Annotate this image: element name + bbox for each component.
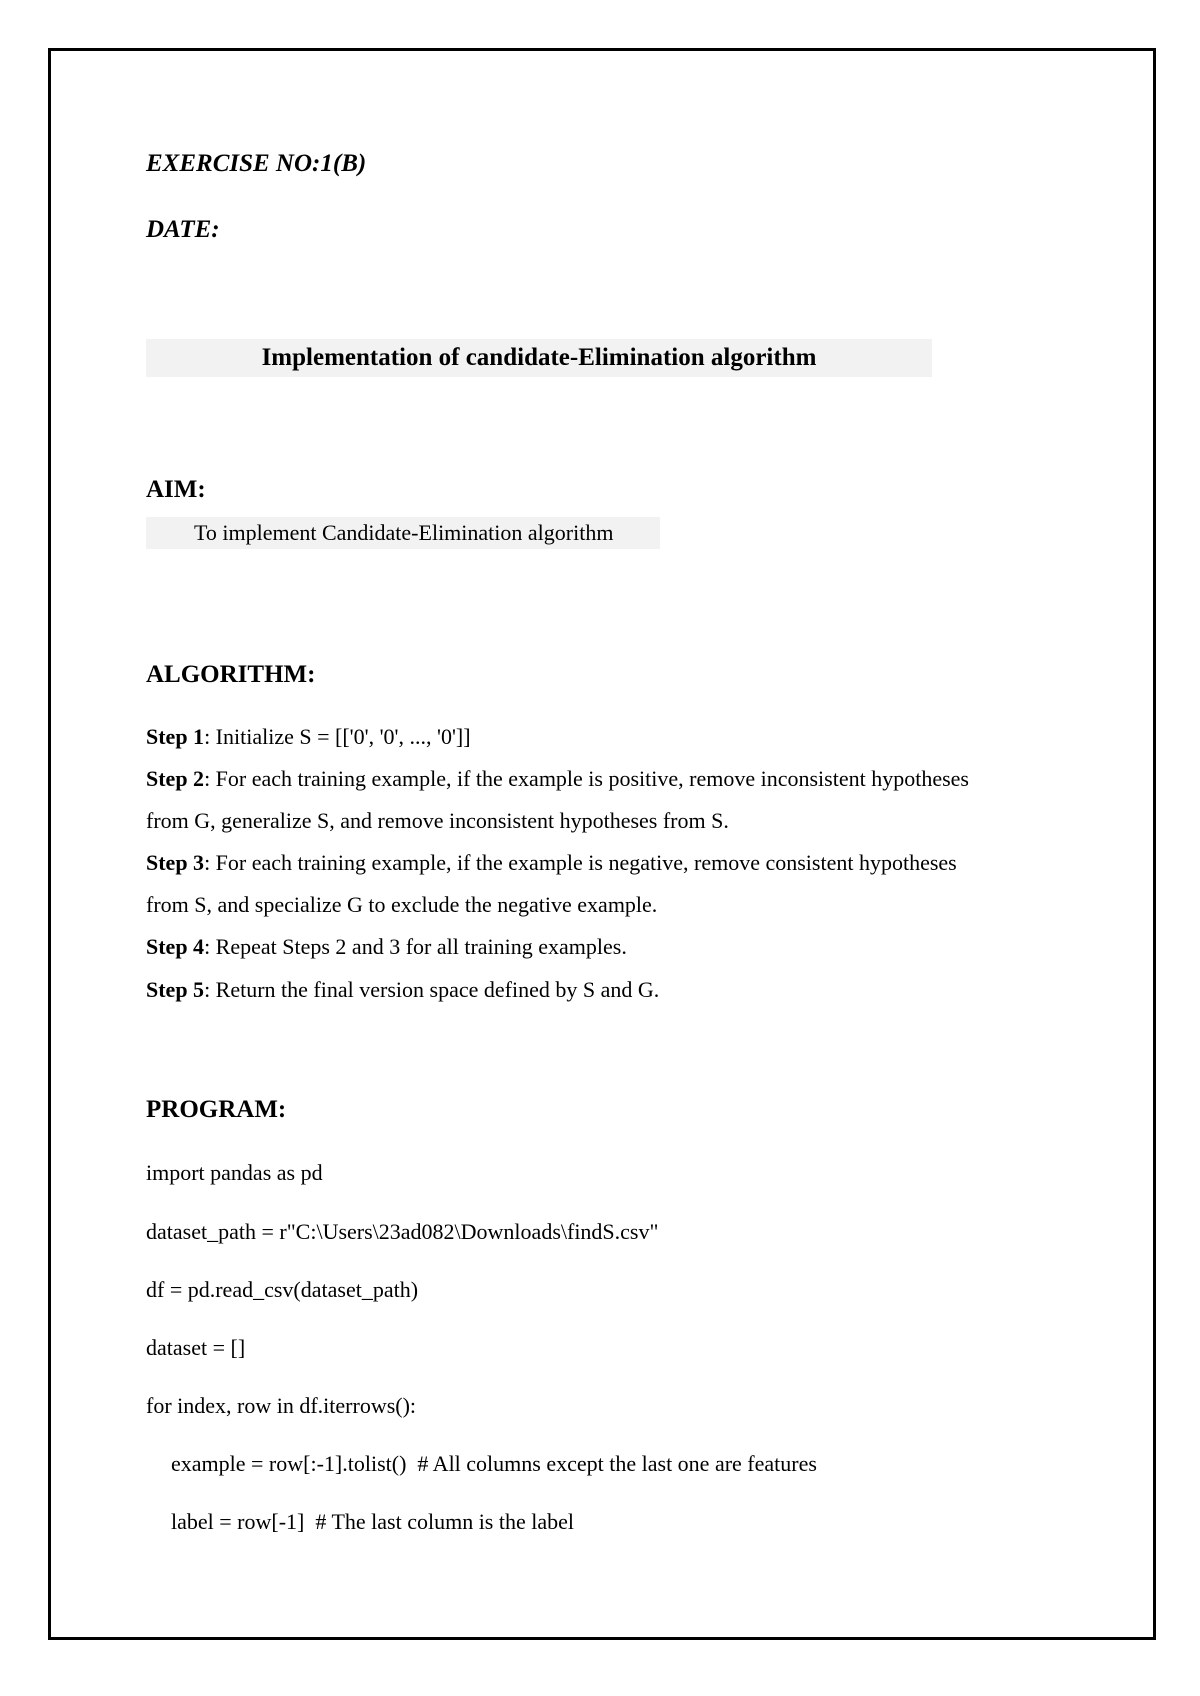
- step-text: : For each training example, if the example is positive, remove inconsistent hypotheses: [204, 766, 969, 791]
- algorithm-step-continuation: [146, 891, 657, 919]
- step-label: Step 1: [146, 724, 205, 749]
- program-heading: PROGRAM:: [146, 1096, 287, 1123]
- step-text: : For each training example, if the example is negative, remove consistent hypotheses: [204, 850, 957, 875]
- code-line: label = row[-1] # The last column is the label: [171, 1509, 575, 1534]
- algorithm-heading: ALGORITHM:: [146, 661, 316, 688]
- algorithm-step: [146, 849, 957, 877]
- step-label: Step 2: [146, 766, 205, 791]
- step-label: Step 4: [146, 934, 205, 959]
- algorithm-step-continuation: [146, 807, 729, 835]
- step-text: from S, and specialize G to exclude the negative example.: [146, 892, 658, 917]
- algorithm-step: [146, 765, 969, 793]
- code-line: df = pd.read_csv(dataset_path): [146, 1277, 419, 1302]
- algorithm-step: [146, 933, 627, 961]
- code-line: import pandas as pd: [146, 1160, 323, 1185]
- step-label: Step 5: [146, 977, 205, 1002]
- step-text: : Repeat Steps 2 and 3 for all training examples.: [204, 934, 627, 959]
- code-line: dataset = []: [146, 1335, 246, 1360]
- code-line: dataset_path = r"C:\Users\23ad082\Downloads\findS.csv": [146, 1219, 659, 1244]
- step-label: Step 3: [146, 850, 205, 875]
- aim-heading: AIM:: [146, 476, 206, 503]
- code-line: for index, row in df.iterrows():: [146, 1393, 417, 1418]
- exercise-number: EXERCISE NO:1(B): [146, 150, 367, 177]
- page-title: Implementation of candidate-Elimination algorithm: [261, 344, 817, 371]
- step-text: : Initialize S = [['0', '0', ..., '0']]: [204, 724, 471, 749]
- algorithm-step: [146, 976, 659, 1004]
- aim-text: To implement Candidate-Elimination algorithm: [194, 520, 614, 545]
- date-label: DATE:: [146, 216, 220, 243]
- step-text: from G, generalize S, and remove inconsistent hypotheses from S.: [146, 808, 729, 833]
- algorithm-step: [146, 723, 471, 751]
- step-text: : Return the final version space defined by S and G.: [204, 977, 660, 1002]
- code-line: example = row[:-1].tolist() # All columns except the last one are features: [171, 1451, 817, 1476]
